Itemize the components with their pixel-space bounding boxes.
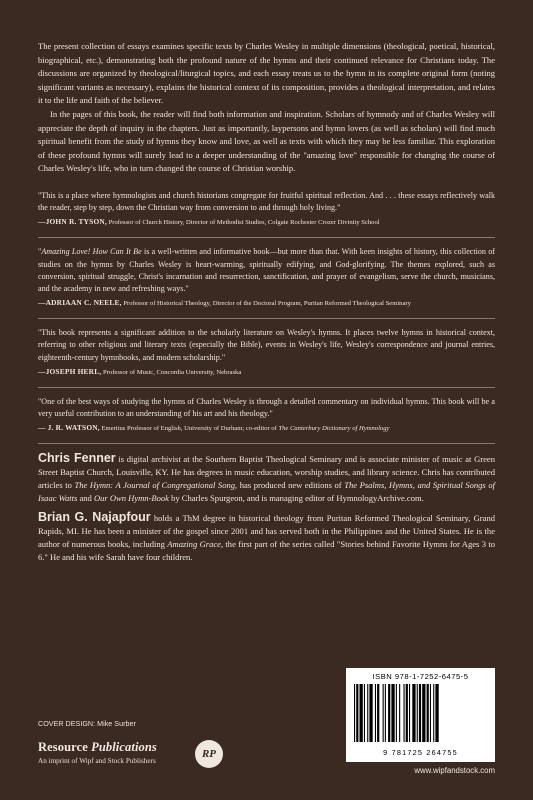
barcode-bar [385,684,386,742]
barcode-bar [356,684,358,742]
barcode-bar [412,684,415,742]
endorser-title: Professor of Music, Concordia University, Nebraska [103,368,242,376]
barcode-bar [391,684,394,742]
barcode-bar [354,684,355,742]
barcode-icon [352,684,480,742]
endorsement-tyson [38,190,495,228]
barcode-bar [427,684,429,742]
endorser-name: —JOHN R. TYSON, [38,217,107,227]
barcode-bar [369,684,372,742]
description-paragraph-2: In the pages of this book, the reader will find both information and inspiration. Scholars of hymnody and of Charles Wesley will appreciate the depth of inquiry in the chapters. Just as importantly, laypersons and hymn lovers (as well as scholars) will find much spiritual benefit from the study of hymns they know and love, as well as texts with which they may be less familiar. This exploration of these profound hymns will surely lead to a deeper understanding of the "amazing love" responsible for changing the course of Charles Wesley's life, who in turn changed the course of Christian worship. [38,108,495,174]
barcode-bar [435,684,438,742]
endorsement-attribution [38,367,495,378]
publisher-website: www.wipfandstock.com [414,766,495,775]
publisher-name: Resource Publications [38,740,157,754]
description-paragraph-1: The present collection of essays examines specific texts by Charles Wesley in multiple dimensions (theological, poetical, historical, biographical, etc.), demonstrating both the profound nature of the hymns and their continued relevance for Christians today. The discussions are organized by theological/liturgical topics, and each essay treats us to the hymn in its complete original form (noting significant variants as necessary), explains the historical context of its composition, provides a theological interpretation, and relates it to the life and faith of the believer. [38,41,495,106]
endorser-name: —JOSEPH HERL, [38,366,102,376]
endorsement-quote: "Amazing Love! How Can It Be is a well-written and informative book—but more than that. With keen insights of history, this collection of studies on the hymns by Charles Wesley is heart-warming, spiritually edifying, and God-glorifying. The themes explored, such as conversion, spiritual struggle, Christ's incarnation and resurrection, sanctification, and prayer of evangelism, serve the church, musicians, and the academy in new and refreshing ways." [38,247,495,293]
author-name: Brian G. Najapfour [38,510,151,525]
endorsement-quote: "One of the best ways of studying the hymns of Charles Wesley is through a detailed commentary on individual hymns. This book will be a very useful contribution to an understanding of his art and his theology." [38,396,495,418]
isbn-text: ISBN 978-1-7252-6475-5 [372,672,469,681]
barcode-bar [417,684,418,742]
author-bio-fenner: Chris Fenner is digital archivist at the Southern Baptist Theological Seminary and is associate minister of music at Green Street Baptist Church, Louisville, KY. He has degrees in music education, worship studies, and library science. Chris has contributed articles to The Hymn: A Journal of Congregational Song, has produced new editions of The Psalms, Hymns, and Spiritual Songs of Isaac Watts and Our Own Hymn-Book by Charles Spurgeon, and is managing editor of HymnologyArchive.com. [38,451,495,504]
barcode-bar [419,684,421,742]
footer [38,668,495,778]
barcode-box [346,668,495,762]
book-title-italic: Amazing Love! How Can It Be [41,247,142,257]
endorser-name: —ADRIAAN C. NEELE, [38,298,122,308]
endorsement-quote: "This is a place where hymnologists and church historians congregate for fruitful spiritual reflection. And . . . these essays reflectively walk the reader, step by step, down the Christian way from conversion to and through holy living." [38,190,495,213]
author-bio-najapfour: Brian G. Najapfour holds a ThM degree in historical theology from Puritan Reformed Theological Seminary, Grand Rapids, MI. He has been a minister of the gospel since 2001 and has served both in the Philippines and the United States. He is the author of numerous books, including Amazing Grace, the first part of the series called "Stories behind Favorite Hymns for Ages 3 to 6." He and his wife Sarah have four children. [38,510,495,563]
divider [38,237,495,238]
author-name: Chris Fenner [38,451,116,466]
endorsement-attribution [38,217,495,228]
barcode-bar [396,684,397,742]
barcode-bar [375,684,376,742]
barcode-bar [433,684,434,742]
barcode-bar [367,684,368,742]
barcode-bar [430,684,431,742]
barcode-bar [364,684,365,742]
endorsement-neele [38,246,495,309]
endorser-title: Professor of Church History, Director of Methodist Studies, Colgate Rochester Crozer Divinity School [108,219,380,227]
barcode-bar [422,684,425,742]
endorsement-herl [38,327,495,378]
barcode-bar [399,684,400,742]
divider [38,443,495,444]
barcode-bar [383,684,384,742]
barcode-bar [406,684,408,742]
endorser-name: — J. R. WATSON, [38,423,100,433]
divider [38,387,495,388]
barcode-bar [377,684,379,742]
endorser-title-italic: The Canterbury Dictionary of Hymnology [278,425,390,433]
publisher-imprint: An imprint of Wipf and Stock Publishers [38,757,156,765]
barcode-bar [360,684,363,742]
barcode-number: 9 781725 264755 [383,748,458,757]
publisher-logo [38,740,258,770]
divider [38,318,495,319]
endorser-title: Emeritus Professor of English, University of Durham; co-editor of [101,425,279,433]
endorsement-watson [38,396,495,434]
barcode-bar [409,684,410,742]
barcode-bar [388,684,390,742]
endorser-title: Professor of Historical Theology, Director of the Doctoral Program, Puritan Reformed Theological Seminary [123,300,411,308]
book-description [38,40,495,176]
endorsement-quote: "This book represents a significant addition to the scholarly literature on Wesley's hymns. It places twelve hymns in historical context, referring to other religious and literary texts (especially the Bible), events in Wesley's life, Wesley's correspondence and journal entries, eighteenth-century hymnbooks, and modern scholarship." [38,328,495,362]
endorsement-attribution [38,423,495,434]
cover-design-credit: COVER DESIGN: Mike Surber [38,719,136,728]
publisher-seal-icon: RP [195,740,223,768]
barcode-bar [404,684,405,742]
endorsement-attribution [38,298,495,309]
